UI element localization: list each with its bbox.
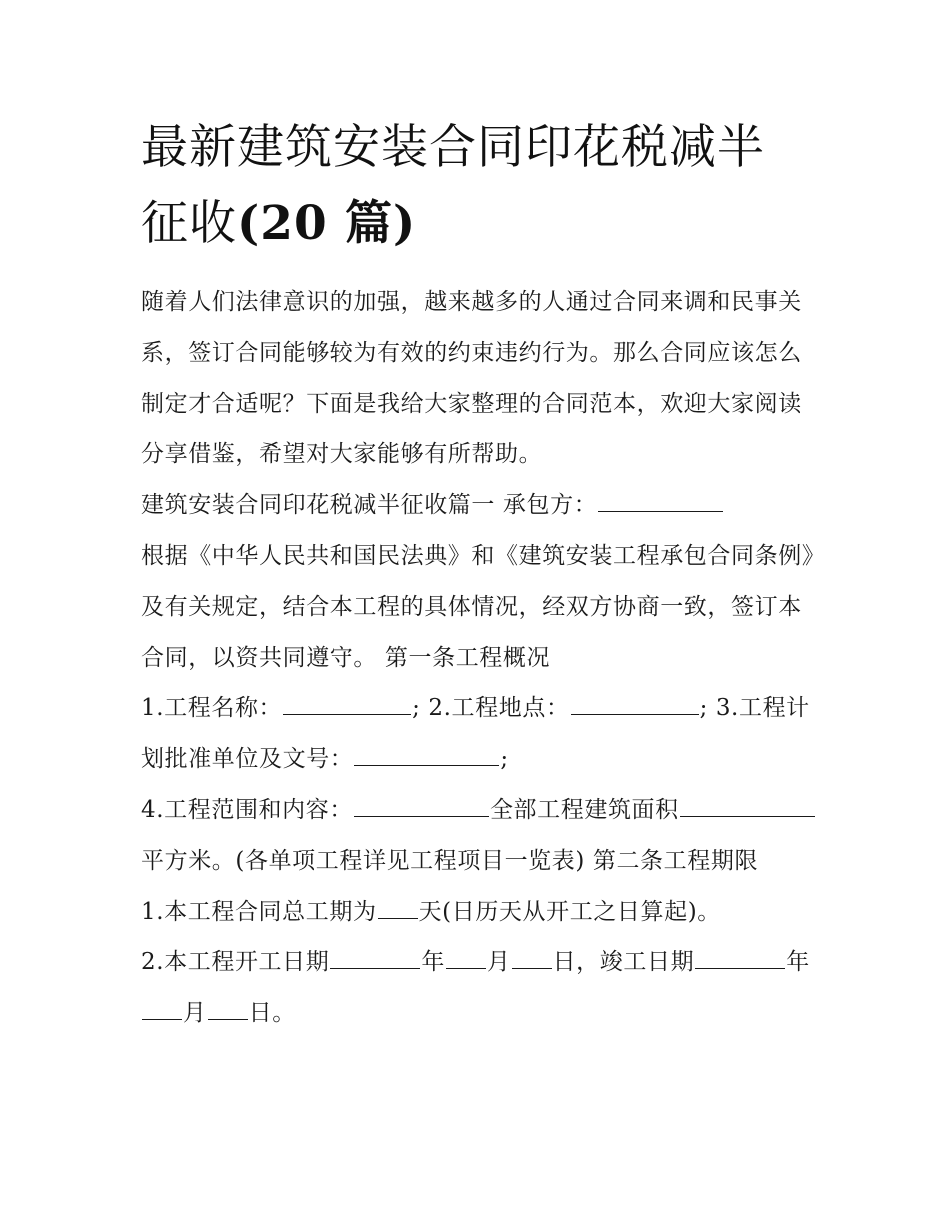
intro-paragraph: 随着人们法律意识的加强，越来越多的人通过合同来调和民事关系，签订合同能够较为有效的约束违约行为。那么合同应该怎么制定才合适呢？下面是我给大家整理的合同范本，欢迎大家阅读分享借鉴，希望对大家能够有所帮助。 — [141, 289, 802, 468]
document-body — [141, 277, 821, 1039]
project-scope-label: 4.工程范围和内容： — [141, 796, 353, 823]
month-label: 月 — [486, 949, 511, 976]
project-scope-blank — [354, 786, 489, 817]
item-end: ; — [500, 746, 509, 773]
year-label: 年 — [421, 949, 445, 976]
completion-date-label: 日，竣工日期 — [552, 949, 695, 976]
start-year-blank — [330, 938, 420, 969]
end-month-blank — [142, 989, 182, 1020]
area-unit-text: 平方米。(各单项工程详见工程项目一览表) 第二条工程期限 — [141, 847, 759, 874]
end-year-blank — [695, 938, 785, 969]
month-label-2: 月 — [183, 1000, 207, 1027]
start-month-blank — [446, 938, 486, 969]
project-overview-items — [141, 683, 821, 785]
approval-unit-blank — [354, 735, 499, 766]
title-line2-prefix: 征收 — [141, 196, 237, 251]
title-line2-count: (20 篇) — [237, 196, 417, 251]
project-name-blank — [283, 684, 411, 715]
start-day-blank — [512, 938, 552, 969]
building-area-blank — [680, 786, 815, 817]
project-location-blank — [571, 684, 699, 715]
day-end-label: 日。 — [248, 1000, 296, 1027]
contractor-blank — [598, 481, 723, 512]
term-item-2 — [141, 937, 821, 1039]
section-heading-text: 建筑安装合同印花税减半征收篇一 承包方： — [141, 492, 598, 519]
document-title — [141, 110, 821, 262]
approval-unit-label: ; 3.工程计划批准单位及文号： — [141, 695, 810, 773]
total-period-suffix: 天(日历天从开工之日算起)。 — [418, 898, 721, 925]
year-label-2: 年 — [786, 949, 810, 976]
basis-paragraph: 根据《中华人民共和国民法典》和《建筑安装工程承包合同条例》及有关规定，结合本工程的具体情况，经双方协商一致，签订本合同，以资共同遵守。 第一条工程概况 — [141, 542, 814, 671]
total-period-label: 1.本工程合同总工期为 — [141, 898, 377, 925]
total-days-blank — [378, 888, 418, 919]
title-line1: 最新建筑安装合同印花税减半 — [141, 120, 765, 175]
project-scope-item — [141, 785, 821, 887]
project-location-label: ; 2.工程地点： — [412, 695, 570, 722]
end-day-blank — [208, 989, 248, 1020]
project-name-label: 1.工程名称： — [141, 695, 283, 722]
building-area-label: 全部工程建筑面积 — [489, 796, 679, 823]
term-item-1 — [141, 887, 821, 938]
start-date-label: 2.本工程开工日期 — [141, 949, 330, 976]
section-heading — [141, 480, 821, 531]
